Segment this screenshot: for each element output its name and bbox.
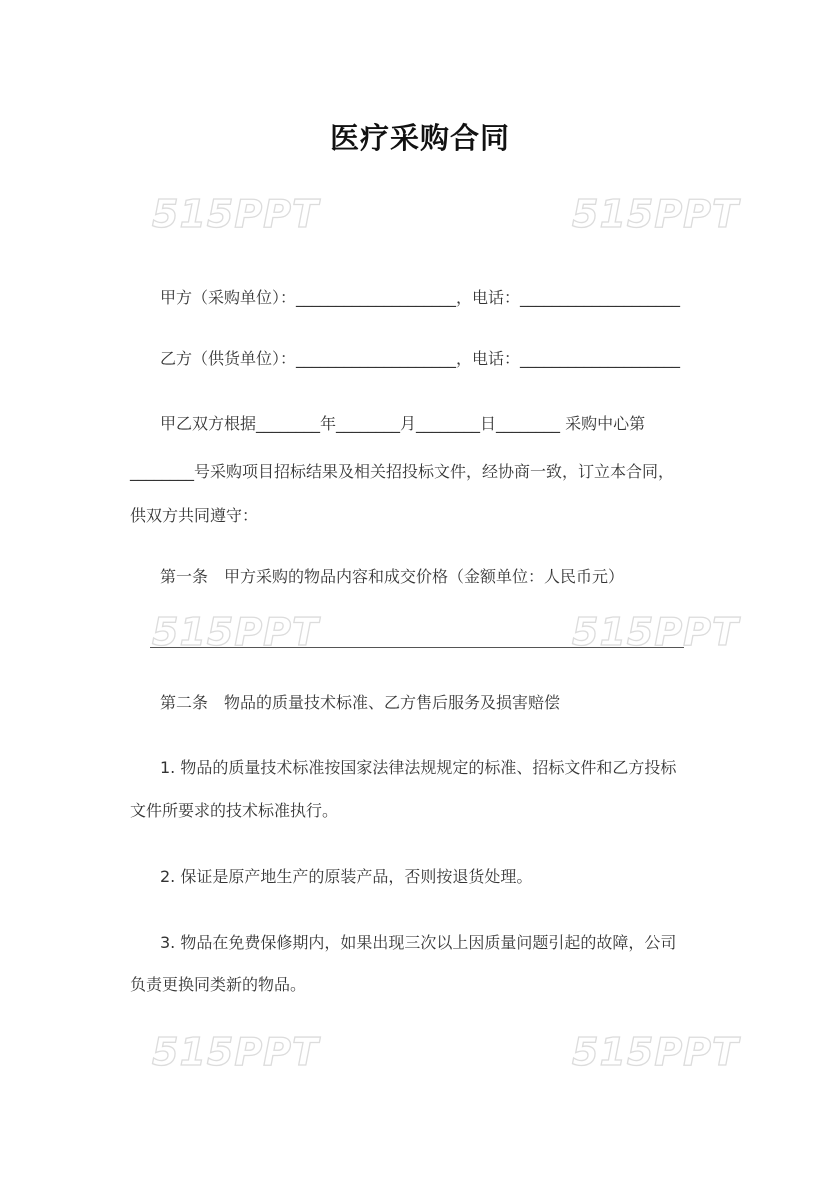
clause-2: 2. 保证是原产地生产的原装产品，否则按退货处理。 bbox=[160, 867, 533, 886]
document-title: 医疗采购合同 bbox=[329, 121, 510, 155]
watermark: 515PPT bbox=[152, 610, 319, 654]
clause-1-line-1: 1. 物品的质量技术标准按国家法律法规规定的标准、招标文件和乙方投标 bbox=[160, 758, 677, 777]
party-b-line: 乙方（供货单位）：____________________，电话：____________________ bbox=[160, 349, 681, 368]
item-table-divider bbox=[150, 647, 684, 648]
clause-1-line-2: 文件所要求的技术标准执行。 bbox=[130, 801, 339, 820]
clause-3-line-1: 3. 物品在免费保修期内，如果出现三次以上因质量问题引起的故障，公司 bbox=[160, 933, 677, 952]
watermark: 515PPT bbox=[572, 192, 739, 236]
basis-line-1: 甲乙双方根据________年________月________日________ 采购中心第 bbox=[160, 414, 646, 433]
clause-3-line-2: 负责更换同类新的物品。 bbox=[130, 975, 307, 994]
article-1-title: 第一条 甲方采购的物品内容和成交价格（金额单位：人民币元） bbox=[160, 567, 625, 586]
article-2-title: 第二条 物品的质量技术标准、乙方售后服务及损害赔偿 bbox=[160, 693, 561, 712]
watermark: 515PPT bbox=[152, 192, 319, 236]
watermark: 515PPT bbox=[572, 1030, 739, 1074]
basis-line-2: ________号采购项目招标结果及相关招投标文件，经协商一致，订立本合同， bbox=[130, 462, 675, 481]
watermark: 515PPT bbox=[572, 610, 739, 654]
basis-line-3: 供双方共同遵守： bbox=[130, 506, 259, 525]
watermark: 515PPT bbox=[152, 1030, 319, 1074]
party-a-line: 甲方（采购单位）：____________________，电话：____________________ bbox=[160, 288, 681, 307]
